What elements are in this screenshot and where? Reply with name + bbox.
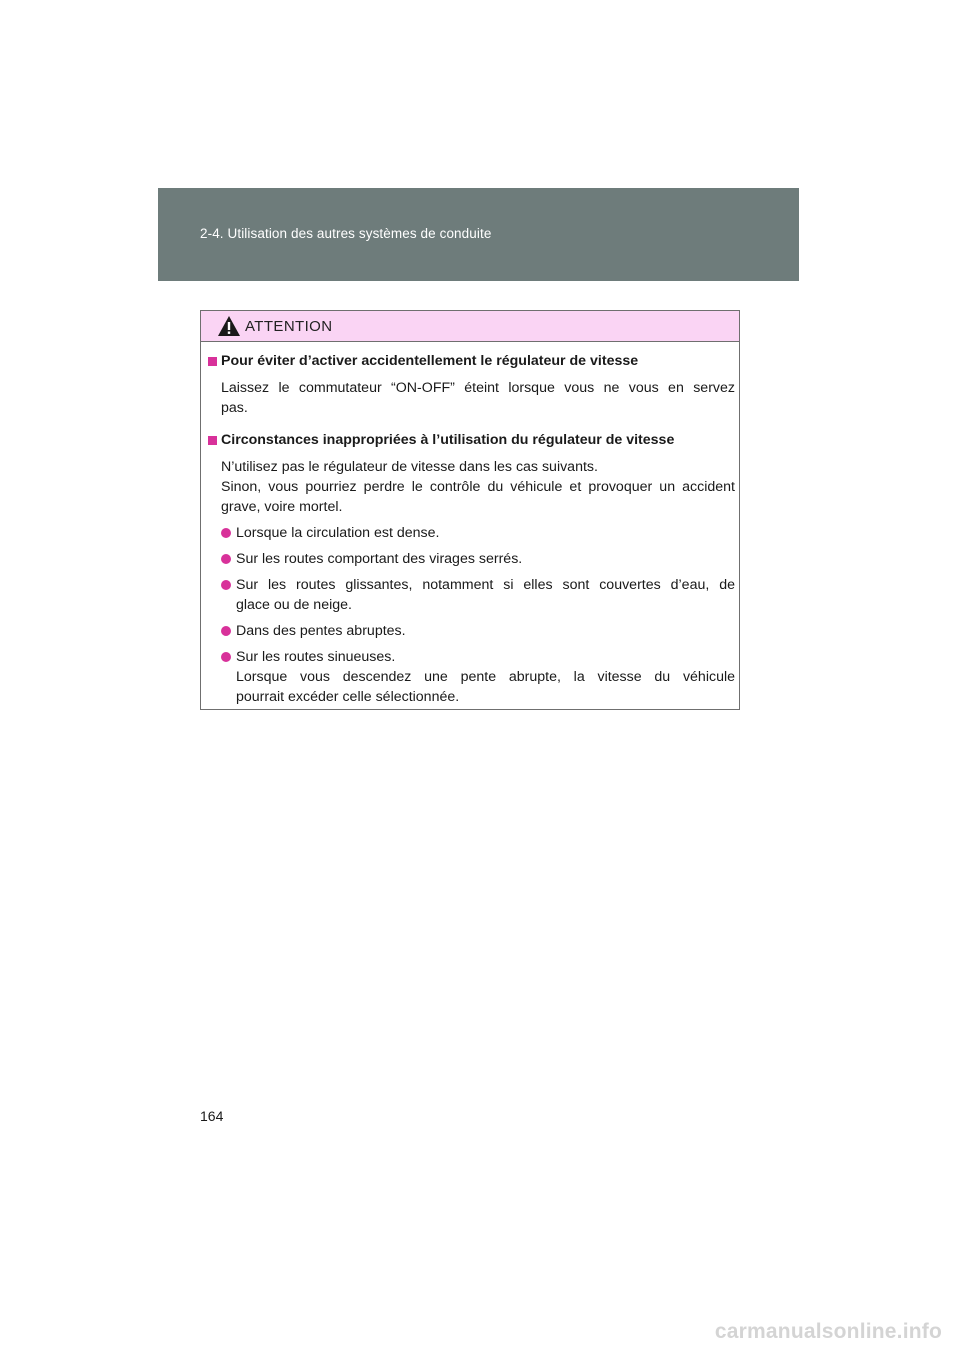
topic-heading-accidental-activation [208,351,735,371]
paragraph-line: Laissez le commutateur “ON-OFF” éteint lorsque vous ne vous en servez [221,380,735,396]
paragraph-line: N’utilisez pas le régulateur de vitesse dans les cas suivants. [221,459,598,475]
round-bullet-icon [221,554,231,564]
section-header-band [158,188,799,281]
watermark-logo: carmanualsonline.info [714,1320,942,1343]
square-bullet-icon [208,436,217,445]
round-bullet-icon [221,580,231,590]
bullet-line: glace ou de neige. [236,597,352,613]
bullet-item [208,523,735,543]
topic-heading-text: Circonstances inappropriées à l’utilisation du régulateur de vitesse [221,432,675,448]
bullet-line: Dans des pentes abruptes. [236,623,406,639]
bullet-line: Sur les routes sinueuses. [236,649,396,665]
warning-triangle-icon [217,315,241,337]
bullet-item [208,621,735,641]
round-bullet-icon [221,652,231,662]
page-number: 164 [200,1108,224,1124]
topic-heading-text: Pour éviter d’activer accidentellement le régulateur de vitesse [221,353,639,369]
round-bullet-icon [221,528,231,538]
paragraph-line: grave, voire mortel. [221,499,343,515]
warning-box [200,310,740,710]
warning-header [201,311,739,342]
section-title: 2-4. Utilisation des autres systèmes de conduite [200,226,492,241]
bullet-line: Sur les routes comportant des virages serrés. [236,551,523,567]
bullet-line: pourrait excéder celle sélectionnée. [236,689,460,705]
paragraph-line: pas. [221,400,248,416]
square-bullet-icon [208,357,217,366]
bullet-item [208,647,735,707]
warning-body [201,342,741,707]
paragraph-line: Sinon, vous pourriez perdre le contrôle du véhicule et provoquer un accident [221,479,735,495]
topic-heading-inappropriate-conditions [208,430,735,450]
warning-title: ATTENTION [245,318,333,335]
bullet-line: Lorsque la circulation est dense. [236,525,440,541]
round-bullet-icon [221,626,231,636]
bullet-item [208,549,735,569]
topic-paragraph [208,457,735,517]
bullet-item [208,575,735,615]
bullet-line: Sur les routes glissantes, notamment si elles sont couvertes d’eau, de [236,577,735,593]
topic-paragraph [208,378,735,418]
bullet-line: Lorsque vous descendez une pente abrupte, la vitesse du véhicule [236,669,735,685]
